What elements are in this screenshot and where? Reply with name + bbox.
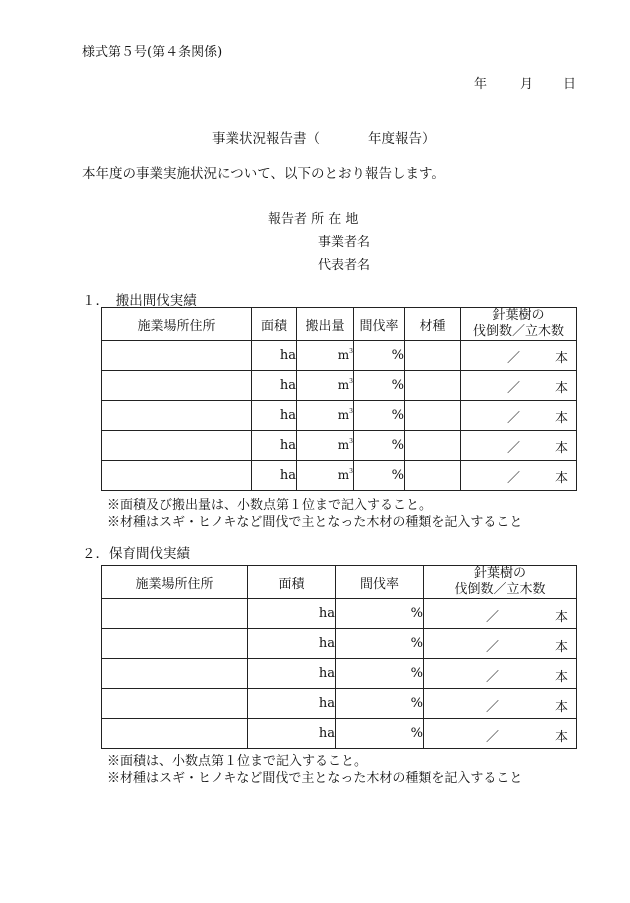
volume-cell[interactable]: $m^3$ (297, 371, 354, 401)
table-row (102, 689, 577, 719)
conifer-cell[interactable]: ／ 本 (461, 431, 577, 461)
date-year-label: 年 (474, 77, 488, 92)
form-number: 様式第５号(第４条関係) (82, 45, 223, 60)
site-cell[interactable] (102, 629, 248, 659)
header-area: 面積 (252, 308, 297, 341)
table-row (102, 371, 577, 401)
species-cell[interactable] (405, 401, 461, 431)
header-conifer-line1: 針葉樹の (492, 308, 545, 323)
area-cell[interactable]: ha (248, 599, 336, 629)
title-suffix: 年度報告） (368, 131, 436, 147)
table-row (102, 461, 577, 491)
area-cell[interactable]: ha (252, 401, 297, 431)
reporter-address-label: 報告者 所 在 地 (268, 212, 359, 227)
conifer-cell[interactable]: ／ 本 (461, 371, 577, 401)
header-rate: 間伐率 (354, 308, 405, 341)
rate-cell[interactable]: % (336, 689, 424, 719)
table-row (102, 719, 577, 749)
volume-cell[interactable]: $m^3$ (297, 341, 354, 371)
area-cell[interactable]: ha (248, 719, 336, 749)
document-title (212, 127, 436, 147)
site-cell[interactable] (102, 401, 252, 431)
rate-cell[interactable]: % (354, 341, 405, 371)
header-area: 面積 (248, 566, 336, 599)
table-row (102, 629, 577, 659)
volume-cell[interactable]: $m^3$ (297, 401, 354, 431)
conifer-cell[interactable]: ／ 本 (424, 599, 577, 629)
date-month-label: 月 (520, 77, 534, 92)
rate-cell[interactable]: % (336, 719, 424, 749)
section2-table (101, 565, 577, 749)
header-site: 施業場所住所 (102, 308, 252, 341)
table-row (102, 341, 577, 371)
area-cell[interactable]: ha (248, 689, 336, 719)
area-cell[interactable]: ha (252, 431, 297, 461)
rate-cell[interactable]: % (354, 371, 405, 401)
conifer-cell[interactable]: ／ 本 (461, 461, 577, 491)
header-conifer-line2: 伐倒数／立木数 (454, 582, 546, 597)
table-row (102, 401, 577, 431)
header-conifer (461, 308, 577, 341)
section1-heading: １． 搬出間伐実績 (82, 293, 197, 309)
conifer-cell[interactable]: ／ 本 (424, 689, 577, 719)
section1-header-row (102, 308, 577, 341)
header-species: 材種 (405, 308, 461, 341)
site-cell[interactable] (102, 341, 252, 371)
rate-cell[interactable]: % (354, 401, 405, 431)
conifer-cell[interactable]: ／ 本 (424, 719, 577, 749)
section1-note-2: ※材種はスギ・ヒノキなど間伐で主となった木材の種類を記入すること (107, 515, 523, 530)
header-rate: 間伐率 (336, 566, 424, 599)
section2-note-2: ※材種はスギ・ヒノキなど間伐で主となった木材の種類を記入すること (107, 771, 523, 786)
area-cell[interactable]: ha (248, 659, 336, 689)
section2-note-1: ※面積は、小数点第１位まで記入すること。 (107, 754, 368, 769)
rate-cell[interactable]: % (336, 629, 424, 659)
rate-cell[interactable]: % (336, 599, 424, 629)
rate-cell[interactable]: % (336, 659, 424, 689)
header-conifer-line1: 針葉樹の (473, 566, 526, 581)
rate-cell[interactable]: % (354, 431, 405, 461)
section1-note-1: ※面積及び搬出量は、小数点第１位まで記入すること。 (107, 498, 433, 513)
rate-cell[interactable]: % (354, 461, 405, 491)
area-cell[interactable]: ha (252, 341, 297, 371)
title-prefix: 事業状況報告書（ (212, 131, 320, 147)
table-row (102, 599, 577, 629)
section1-notes (107, 497, 522, 531)
species-cell[interactable] (405, 371, 461, 401)
header-conifer (424, 566, 577, 599)
reporter-company-label: 事業者名 (318, 235, 371, 250)
reporter-representative-label: 代表者名 (318, 258, 371, 273)
intro-text: 本年度の事業実施状況について、以下のとおり報告します。 (82, 166, 445, 182)
site-cell[interactable] (102, 371, 252, 401)
species-cell[interactable] (405, 461, 461, 491)
header-volume: 搬出量 (297, 308, 354, 341)
section2-header-row (102, 566, 577, 599)
site-cell[interactable] (102, 659, 248, 689)
species-cell[interactable] (405, 431, 461, 461)
site-cell[interactable] (102, 431, 252, 461)
volume-cell[interactable]: $m^3$ (297, 461, 354, 491)
header-conifer-line2: 伐倒数／立木数 (472, 324, 564, 339)
species-cell[interactable] (405, 341, 461, 371)
table-row (102, 659, 577, 689)
section2-notes (107, 753, 522, 787)
conifer-cell[interactable]: ／ 本 (424, 629, 577, 659)
conifer-cell[interactable]: ／ 本 (424, 659, 577, 689)
reporter-block (268, 208, 370, 277)
volume-cell[interactable]: $m^3$ (297, 431, 354, 461)
site-cell[interactable] (102, 719, 248, 749)
site-cell[interactable] (102, 599, 248, 629)
area-cell[interactable]: ha (252, 371, 297, 401)
section2-heading: ２．保育間伐実績 (82, 546, 190, 562)
conifer-cell[interactable]: ／ 本 (461, 401, 577, 431)
date-day-label: 日 (563, 77, 577, 92)
conifer-cell[interactable]: ／ 本 (461, 341, 577, 371)
site-cell[interactable] (102, 461, 252, 491)
table-row (102, 431, 577, 461)
area-cell[interactable]: ha (248, 629, 336, 659)
site-cell[interactable] (102, 689, 248, 719)
header-site: 施業場所住所 (102, 566, 248, 599)
section1-table (101, 307, 577, 491)
area-cell[interactable]: ha (252, 461, 297, 491)
